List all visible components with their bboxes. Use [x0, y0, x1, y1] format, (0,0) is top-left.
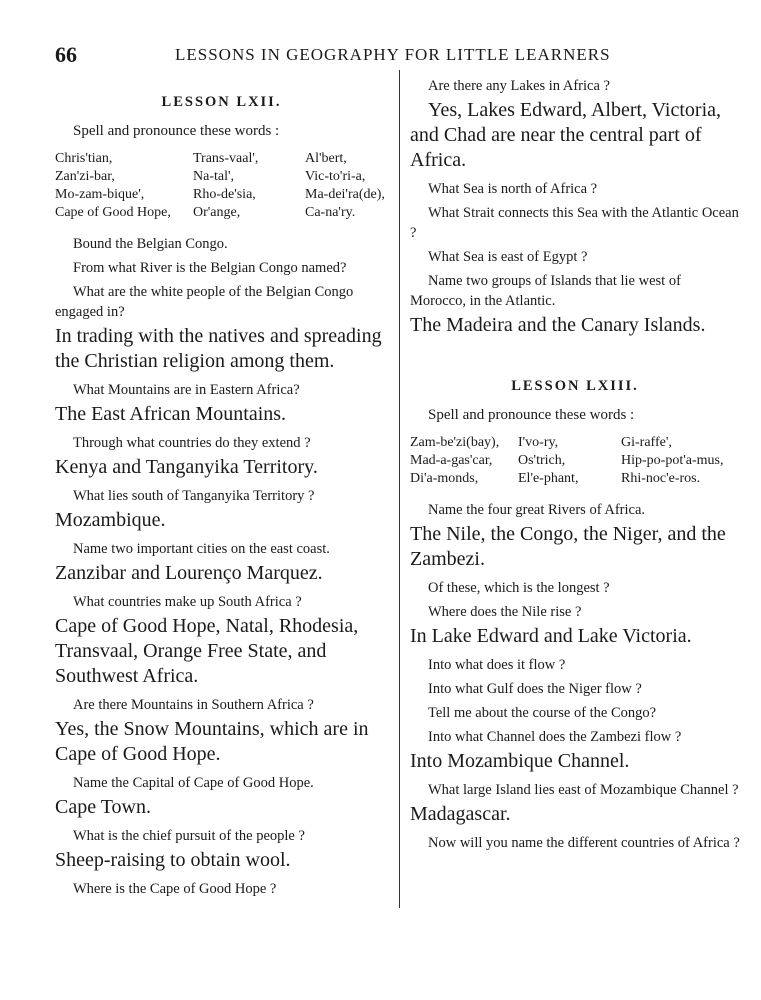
pronunciation-word: Gi-raffe', [621, 435, 672, 450]
answer: The East African Mountains. [55, 403, 287, 425]
question: Are there any Lakes in Africa ? [428, 78, 610, 94]
answer: In Lake Edward and Lake Victoria. [410, 625, 692, 647]
word-list [55, 150, 388, 222]
word-row [55, 186, 388, 204]
pronunciation-word: Os'trich, [518, 453, 566, 468]
question: Bound the Belgian Congo. [73, 236, 228, 252]
answer: Yes, Lakes Edward, Albert, Victoria, and Chad are near the central part of Africa. [410, 99, 722, 171]
word-row [410, 470, 740, 488]
answer: Sheep-raising to obtain wool. [55, 849, 291, 871]
page-number: 66 [55, 42, 77, 67]
question: What lies south of Tanganyika Territory ? [73, 488, 315, 504]
word-row [55, 150, 388, 168]
pronunciation-word: Mo-zam-bique', [55, 187, 145, 202]
answer: Cape of Good Hope, Natal, Rhodesia, Transvaal, Orange Free State, and Southwest Africa. [55, 615, 359, 687]
pronunciation-word: El'e-phant, [518, 471, 579, 486]
pronunciation-word: Zan'zi-bar, [55, 169, 115, 184]
question: Through what countries do they extend ? [73, 435, 311, 451]
question: Name two groups of Islands that lie west of Morocco, in the Atlantic. [410, 273, 681, 309]
answer: The Madeira and the Canary Islands. [410, 314, 706, 336]
question: What Mountains are in Eastern Africa? [73, 382, 300, 398]
question: What large Island lies east of Mozambique Channel ? [428, 782, 739, 798]
answer: Madagascar. [410, 803, 511, 825]
question: What Strait connects this Sea with the Atlantic Ocean ? [410, 205, 739, 241]
question: Of these, which is the longest ? [428, 580, 610, 596]
pronunciation-word: Al'bert, [305, 151, 347, 166]
pronunciation-word: Di'a-monds, [410, 471, 479, 486]
lesson-instruction: Spell and pronounce these words : [428, 407, 635, 423]
question: Tell me about the course of the Congo? [428, 705, 657, 721]
question: Into what Gulf does the Niger flow ? [428, 681, 642, 697]
word-row [55, 204, 388, 222]
column-divider [399, 70, 400, 908]
pronunciation-word: Chris'tian, [55, 151, 113, 166]
word-list [410, 434, 740, 488]
question: What Sea is north of Africa ? [428, 181, 598, 197]
pronunciation-word: Ca-na'ry. [305, 205, 356, 220]
running-title: LESSONS IN GEOGRAPHY FOR LITTLE LEARNERS [175, 45, 611, 64]
pronunciation-word: Rhi-noc'e-ros. [621, 471, 701, 486]
lesson-title: LESSON LXII. [161, 94, 282, 110]
word-row [410, 434, 740, 452]
pronunciation-word: I'vo-ry, [518, 435, 559, 450]
pronunciation-word: Or'ange, [193, 205, 241, 220]
question: Into what Channel does the Zambezi flow ? [428, 729, 682, 745]
lesson-instruction: Spell and pronounce these words : [73, 123, 280, 139]
pronunciation-word: Vic-to'ri-a, [305, 169, 366, 184]
question: Where does the Nile rise ? [428, 604, 582, 620]
pronunciation-word: Zam-be'zi(bay), [410, 435, 500, 450]
pronunciation-word: Rho-de'sia, [193, 187, 256, 202]
question: Where is the Cape of Good Hope ? [73, 881, 277, 897]
answer: The Nile, the Congo, the Niger, and the Zambezi. [410, 523, 726, 570]
question: From what River is the Belgian Congo named? [73, 260, 347, 276]
pronunciation-word: Hip-po-pot'a-mus, [621, 453, 724, 468]
word-row [410, 452, 740, 470]
pronunciation-word: Mad-a-gas'car, [410, 453, 493, 468]
lesson-title: LESSON LXIII. [511, 378, 639, 394]
question: Name the four great Rivers of Africa. [428, 502, 646, 518]
question-answer-list [410, 76, 740, 338]
answer: Zanzibar and Lourenço Marquez. [55, 562, 323, 584]
question: Now will you name the different countries of Africa ? [428, 835, 740, 851]
answer: Kenya and Tanganyika Territory. [55, 456, 318, 478]
question: What is the chief pursuit of the people ? [73, 828, 305, 844]
question: Name the Capital of Cape of Good Hope. [73, 775, 314, 791]
answer: Cape Town. [55, 796, 151, 818]
question: Are there Mountains in Southern Africa ? [73, 697, 314, 713]
page-header [55, 42, 745, 72]
answer: Mozambique. [55, 509, 166, 531]
pronunciation-word: Cape of Good Hope, [55, 205, 171, 220]
question: What are the white people of the Belgian Congo engaged in? [55, 284, 354, 320]
question-answer-list [410, 500, 740, 853]
left-column [55, 72, 388, 899]
question: Into what does it flow ? [428, 657, 566, 673]
answer: In trading with the natives and spreading the Christian religion among them. [55, 325, 382, 372]
question: What countries make up South Africa ? [73, 594, 302, 610]
answer: Yes, the Snow Mountains, which are in Cape of Good Hope. [55, 718, 369, 765]
question-answer-list [55, 234, 388, 899]
word-row [55, 168, 388, 186]
pronunciation-word: Na-tal', [193, 169, 235, 184]
right-column [410, 72, 740, 853]
answer: Into Mozambique Channel. [410, 750, 630, 772]
question: What Sea is east of Egypt ? [428, 249, 588, 265]
pronunciation-word: Trans-vaal', [193, 151, 259, 166]
question: Name two important cities on the east coast. [73, 541, 330, 557]
pronunciation-word: Ma-dei'ra(de), [305, 187, 385, 202]
